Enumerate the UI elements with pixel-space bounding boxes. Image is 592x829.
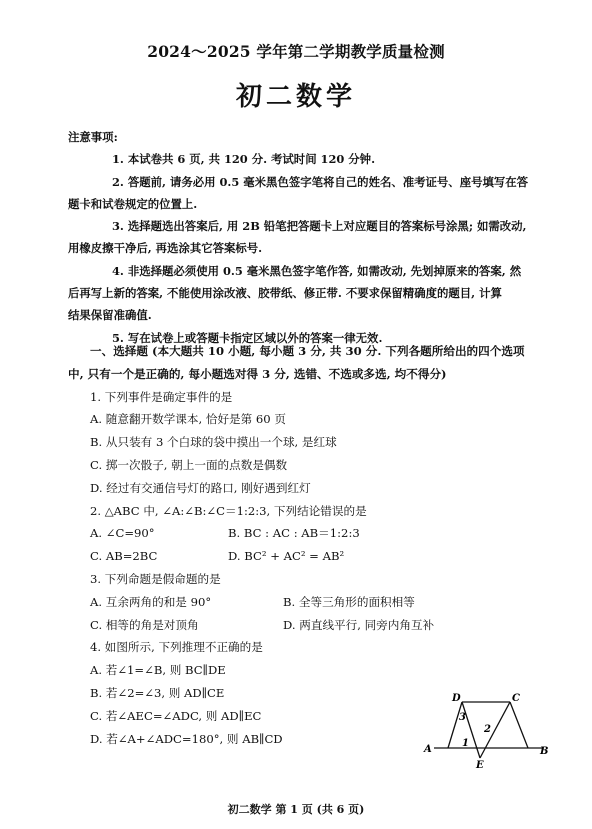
q3-options-row1 [68,591,568,614]
exam-title: 2024～2025 学年第二学期教学质量检测 [147,42,445,61]
notice-item-5: 5. 写在试卷上或答题卡指定区域以外的答案一律无效. [112,330,383,345]
q4-option-c: C. 若∠AEC=∠ADC, 则 AD∥EC [90,708,262,723]
line-da [448,702,462,748]
q2-options-row2 [68,545,568,568]
geometry-figure [418,688,553,770]
q4-stem: 4. 如图所示, 下列推理不正确的是 [90,640,263,655]
q1-option-b: B. 从只装有 3 个白球的袋中摸出一个球, 是红球 [90,435,337,450]
q2-option-a: A. ∠C=90° [90,526,155,541]
q2-option-d: D. BC² + AC² = AB² [228,549,345,564]
notice-item-4: 4. 非选择题必须使用 0.5 毫米黑色签字笔作答, 如需改动, 先划掉原来的答案, 然 [112,263,522,278]
q1-option-d: D. 经过有交通信号灯的路口, 刚好遇到红灯 [90,480,311,495]
notice-item-3: 3. 选择题选出答案后, 用 2B 铅笔把答题卡上对应题目的答案标号涂黑; 如需改动, [112,219,527,234]
q2-options-row1 [68,522,568,545]
q3-stem: 3. 下列命题是假命题的是 [90,571,221,586]
q3-option-c: C. 相等的角是对顶角 [90,617,199,632]
section-1-heading: 一、选择题 (本大题共 10 小题, 每小题 3 分, 共 30 分. 下列各题所给出的四个选项 [90,344,525,358]
label-c: C [512,693,520,704]
q4-option-a: A. 若∠1=∠B, 则 BC∥DE [90,663,226,678]
label-b: B [540,746,549,757]
q2-stem: 2. △ABC 中, ∠A:∠B:∠C＝1:2:3, 下列结论错误的是 [90,503,367,518]
label-e: E [476,760,484,770]
q3-option-d: D. 两直线平行, 同旁内角互补 [283,617,435,632]
q1-stem: 1. 下列事件是确定事件的是 [90,389,233,404]
notice-heading: 注意事项: [68,130,118,144]
notice-item-2: 2. 答题前, 请务必用 0.5 毫米黑色签字笔将自己的姓名、准考证号、座号填写在答 [112,174,529,189]
notice-section [68,126,566,349]
q3-options-row2 [68,614,568,637]
notice-item-4-cont: 后再写上新的答案, 不能使用涂改液、胶带纸、修正带. 不要求保留精确度的题目, 计算 [68,286,502,301]
subject-title: 初二数学 [235,82,356,112]
q3-option-b: B. 全等三角形的面积相等 [283,594,415,609]
label-angle-1: 1 [462,738,469,749]
q4-option-d: D. 若∠A+∠ADC=180°, 则 AB∥CD [90,731,283,746]
label-a: A [424,744,432,755]
q1-option-a: A. 随意翻开数学课本, 恰好是第 60 页 [90,412,286,427]
q2-option-c: C. AB=2BC [90,549,158,564]
page-footer: 初二数学 第 1 页 (共 6 页) [227,803,365,816]
section-1-heading-cont: 中, 只有一个是正确的, 每小题选对得 3 分, 选错、不选或多选, 均不得分) [68,366,447,381]
notice-item-3-cont: 用橡皮擦干净后, 再选涂其它答案标号. [68,241,263,256]
label-angle-2: 2 [484,724,491,735]
notice-item-4-cont2: 结果保留准确值. [68,308,152,323]
notice-item-1: 1. 本试卷共 6 页, 共 120 分. 考试时间 120 分钟. [112,152,376,167]
label-angle-3: 3 [459,712,466,723]
q1-option-c: C. 掷一次骰子, 朝上一面的点数是偶数 [90,457,288,472]
notice-item-2-cont: 题卡和试卷规定的位置上. [68,196,198,211]
q2-option-b: B. BC : AC : AB＝1:2:3 [228,526,360,541]
line-cb [510,702,528,748]
line-de [462,702,480,758]
q3-option-a: A. 互余两角的和是 90° [90,594,212,609]
q4-option-b: B. 若∠2=∠3, 则 AD∥CE [90,685,225,700]
label-d: D [452,693,461,704]
